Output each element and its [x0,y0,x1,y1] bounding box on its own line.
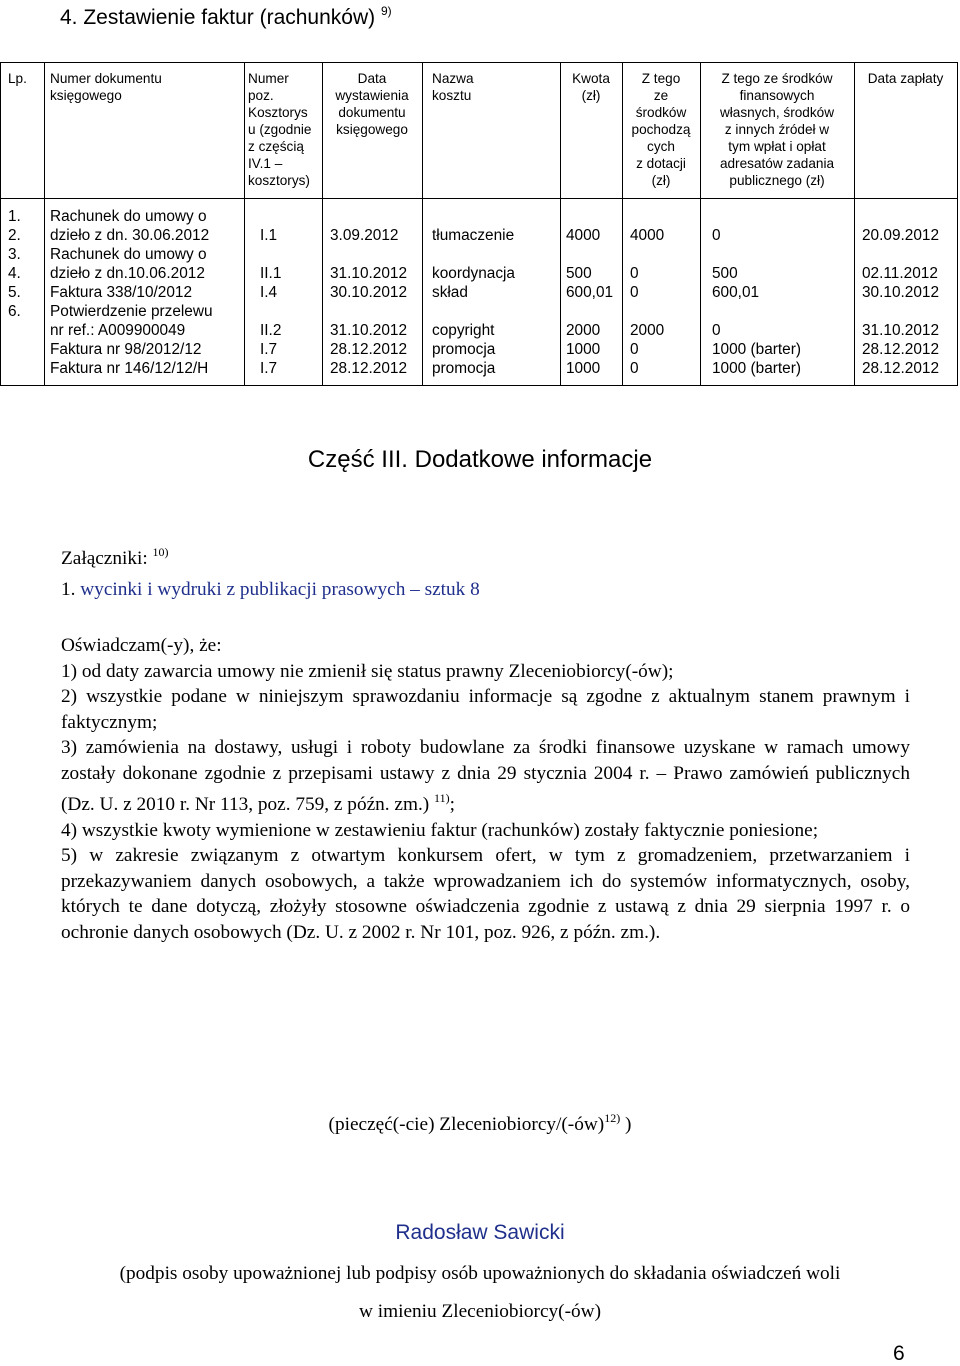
issue-date: 31.10.2012 [330,322,408,339]
header-document-number: Numer dokumentu księgowego [50,71,162,103]
cost-position: II.2 [260,322,282,339]
table-header-divider [0,198,958,199]
attachments-label: Załączniki: $^{10)}$ [61,545,169,569]
table-col-line [0,62,1,386]
header-amount: Kwota (zł) [572,71,610,103]
table-col-line [957,62,958,386]
invoice-table [0,62,958,386]
grant-amount: 0 [630,360,639,377]
cost-position: I.4 [260,284,278,301]
cost-name: koordynacja [432,265,515,282]
table-border-bottom [0,385,958,386]
declaration-point-3: 3) zamówienia na dostawy, usługi i roboty budowlane za środki finansowe uzyskane w ramach umowy zostały dokonane zgodnie z przepisami ustawy z dnia 29 stycznia 2004 r. – Prawo zamówień publicznych (Dz. U. z 2010 r. Nr 113, poz. 759, z późn. zm.) $^{11)}$; [61,737,910,815]
cost-name: promocja [432,360,496,377]
amount: 2000 [566,322,601,339]
footnote-ref: 12) [604,1111,621,1125]
amount: 500 [566,265,592,282]
table-border-top [0,62,958,63]
declaration [61,633,910,945]
header-payment-date: Data zapłaty [867,71,944,86]
signer-name: Radosław Sawicki [395,1221,565,1244]
cost-position: I.7 [260,341,278,358]
grant-amount: 0 [630,341,639,358]
table-col-line [560,62,561,386]
page-number: 6 [893,1342,905,1365]
payment-date: 02.11.2012 [862,265,938,282]
footnote-ref: 10) [152,545,169,559]
grant-amount: 0 [630,265,639,282]
issue-date: 30.10.2012 [330,284,408,301]
payment-date: 28.12.2012 [862,360,940,377]
cost-position: I.7 [260,360,278,377]
document-column: Rachunek do umowy o dzieło z dn. 30.06.2012 Rachunek do umowy o dzieło z dn.10.06.2012 Faktura 338/10/2012 Potwierdzenie przelewu nr ref.: A009900049 Faktura nr 98/2012/12 Faktura nr 146/12/12/H [50,208,213,377]
own-funds-amount: 1000 (barter) [712,360,801,377]
signature-caption-continued: w imieniu Zleceniobiorcy(-ów) [358,1301,601,1322]
own-funds-amount: 0 [712,322,721,339]
cost-name: skład [432,284,468,301]
header-own-funds: Z tego ze środków finansowych własnych, środków z innych źródeł w tym wpłat i opłat adresatów zadania publicznego (zł) [719,71,835,188]
payment-date: 31.10.2012 [862,322,940,339]
grant-amount: 0 [630,284,639,301]
payment-date: 28.12.2012 [862,341,940,358]
header-grant-share: Z tego ze środków pochodzą cych z dotacji (zł) [631,71,691,188]
cost-name: copyright [432,322,495,339]
declaration-point-4: 4) wszystkie kwoty wymienione w zestawieniu faktur (rachunków) zostały faktycznie poniesione; [61,819,819,841]
amount: 1000 [566,360,601,377]
issue-date: 28.12.2012 [330,360,408,377]
declaration-intro: Oświadczam(-y), że: [61,635,222,656]
amount: 1000 [566,341,601,358]
cost-position: II.1 [260,265,282,282]
cost-name: tłumaczenie [432,227,515,244]
own-funds-amount: 0 [712,227,721,244]
lp-column: 1. 2. 3. 4. 5. 6. [8,208,21,320]
header-cost-name: Nazwa kosztu [432,71,474,103]
grant-amount: 2000 [630,322,665,339]
declaration-point-5: 5) w zakresie związanym z otwartym konkursem ofert, w tym z gromadzeniem, przetwarzaniem i przekazywaniem danych osobowych, a także wprowadzaniem ich do systemów informatycznych, osoby, których te dane dotyczą, złożyły stosowne oświadczenia zgodnie z ustawą z dnia 29 sierpnia 1997 r. o ochronie danych osobowych (Dz. U. z 2002 r. Nr 101, poz. 926, z późn. zm.). [61,845,910,943]
own-funds-amount: 600,01 [712,284,760,301]
signature-caption: (podpis osoby upoważnionej lub podpisy osób upoważnionych do składania oświadczeń woli [119,1263,841,1284]
attachment-number: 1. [61,579,76,600]
amount: 4000 [566,227,601,244]
cost-position: I.1 [260,227,278,244]
grant-amount: 4000 [630,227,665,244]
declaration-point-2: 2) wszystkie podane w niniejszym sprawozdaniu informacje są zgodne z aktualnym stanem prawnym i faktycznym; [61,686,910,733]
part-title: Część III. Dodatkowe informacje [307,446,653,473]
amount: 600,01 [566,284,614,301]
stamp-caption: (pieczęć(-cie) Zleceniobiorcy/(-ów)$^{12)}$ ) [328,1111,632,1135]
payment-date: 20.09.2012 [862,227,940,244]
issue-date: 31.10.2012 [330,265,408,282]
table-col-line [854,62,855,386]
cost-name: promocja [432,341,496,358]
attachment-item [61,577,480,603]
section-title-text: 4. Zestawienie faktur (rachunków) [60,6,376,29]
table-col-line [244,62,245,386]
table-col-line [422,62,423,386]
declaration-point-1: 1) od daty zawarcia umowy nie zmienił się status prawny Zleceniobiorcy(-ów); [61,660,674,682]
header-cost-position: Numer poz. Kosztorys u (zgodnie z częścią IV.1 – kosztorys) [248,71,312,188]
issue-date: 3.09.2012 [330,227,399,244]
own-funds-amount: 500 [712,265,738,282]
issue-date: 28.12.2012 [330,341,408,358]
header-issue-date: Data wystawienia dokumentu księgowego [335,71,409,137]
section-title [60,4,392,30]
header-lp: Lp. [8,71,27,86]
table-col-line [44,62,45,386]
footnote-ref: 11) [434,791,450,805]
footnote-ref: 9) [380,4,392,18]
payment-date: 30.10.2012 [862,284,940,301]
attachment-text: wycinki i wydruki z publikacji prasowych – sztuk 8 [80,579,480,600]
own-funds-amount: 1000 (barter) [712,341,801,358]
